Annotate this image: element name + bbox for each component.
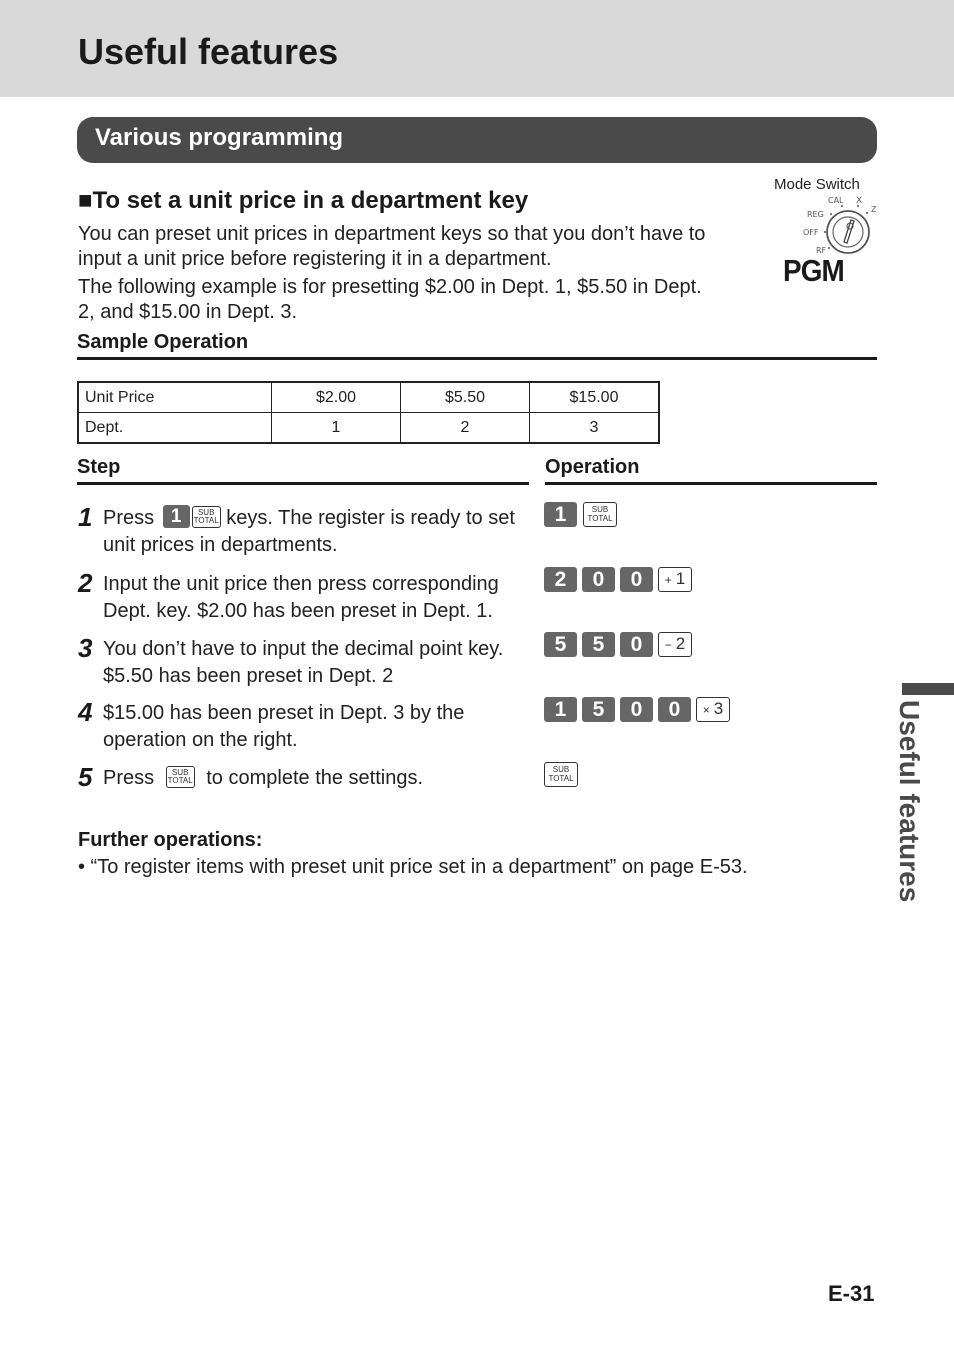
step-number: 2 [78,568,93,598]
side-tab-marker [902,683,954,695]
page-title: Useful features [78,31,339,72]
step-text-after: to complete the settings. [206,767,424,789]
step-heading: Step [77,456,529,485]
table-cell: $5.50 [401,382,530,413]
table-row [78,382,659,413]
subtotal-key: SUB TOTAL [583,502,617,527]
pgm-mode-label: PGM [783,253,844,288]
subheading: ■To set a unit price in a department key [78,187,529,214]
step-text-after: keys. The register is ready to set unit prices in departments. [103,507,515,556]
step-text: You don’t have to input the decimal point key. $5.50 has been preset in Dept. 2 [103,638,504,687]
table-cell: $15.00 [530,382,660,413]
digit-key: 0 [620,697,653,722]
further-operations-item: • “To register items with preset unit price set in a department” on page E-53. [78,856,748,878]
table-cell: 3 [530,413,660,444]
further-operations-heading: Further operations: [78,829,263,851]
dept-key-3: × 3 [696,697,730,722]
digit-key: 1 [544,697,577,722]
mode-pos-x: X [856,196,863,206]
mode-pos-off: OFF [803,228,819,237]
table-cell: 2 [401,413,530,444]
sample-operation-heading: Sample Operation [77,331,877,360]
intro-paragraph-2: The following example is for presetting $2.00 in Dept. 1, $5.50 in Dept. 2, and $15.00 in Dept. 3. [78,276,702,323]
operation-row [544,502,617,528]
step-number: 5 [78,762,93,792]
step-text: $15.00 has been preset in Dept. 3 by the operation on the right. [103,702,465,751]
page-number: E-31 [828,1281,875,1306]
table-row [78,413,659,444]
step-text-before: Press [103,507,155,529]
sample-table [77,381,660,444]
mode-pos-rf: RF [816,246,827,255]
mode-switch-label: Mode Switch [774,176,860,193]
operation-row [544,567,692,593]
step-text [103,765,523,792]
dept-key-1: + 1 [658,567,692,592]
step-number: 3 [78,633,93,663]
side-tab-label: Useful features [894,700,925,903]
operation-row [544,697,730,723]
operation-row [544,762,578,788]
digit-key: 0 [620,567,653,592]
section-title: Various programming [95,124,344,151]
operation-row [544,632,692,658]
digit-key: 0 [658,697,691,722]
mode-pos-z: Z [871,205,877,214]
mode-switch-dial-icon [795,192,885,258]
intro-paragraph-1: You can preset unit prices in department keys so that you don’t have to input a unit price before registering it in a department. [78,223,706,270]
subtotal-key: SUB TOTAL [166,766,195,788]
table-cell: $2.00 [272,382,401,413]
dept-key-2: − 2 [658,632,692,657]
subtotal-key: SUB TOTAL [544,762,578,787]
step-text-before: Press [103,767,155,789]
digit-key: 1 [163,505,190,528]
digit-key: 0 [582,567,615,592]
subtotal-key: SUB TOTAL [192,506,221,528]
table-cell: 1 [272,413,401,444]
digit-key: 5 [582,632,615,657]
table-cell: Unit Price [78,382,272,413]
step-text: Input the unit price then press corresponding Dept. key. $2.00 has been preset in Dept. 1. [103,573,499,622]
digit-key: 5 [582,697,615,722]
step-text [103,505,523,559]
step-number: 4 [78,697,93,727]
mode-pos-reg: REG [807,210,824,219]
digit-key: 5 [544,632,577,657]
table-cell: Dept. [78,413,272,444]
step-number: 1 [78,502,93,532]
digit-key: 2 [544,567,577,592]
digit-key: 0 [620,632,653,657]
operation-heading: Operation [545,456,877,485]
mode-pos-cal: CAL [828,196,844,205]
digit-key: 1 [544,502,577,527]
